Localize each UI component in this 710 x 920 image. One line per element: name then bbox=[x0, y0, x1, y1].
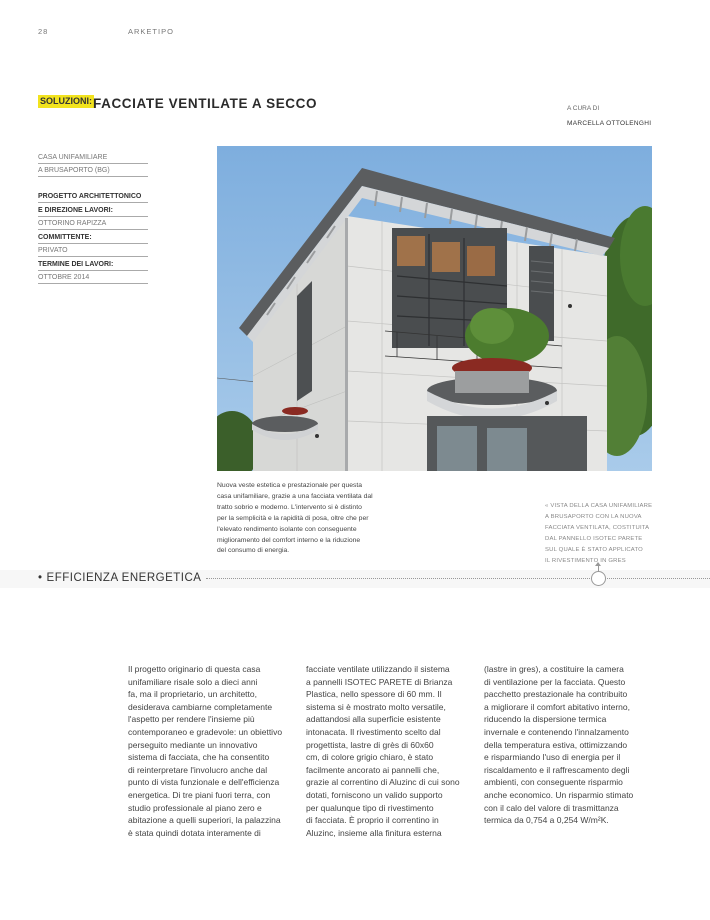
caption-line: casa unifamiliare, grazie a una facciata ventilata dal bbox=[217, 492, 373, 500]
house-facade-photo bbox=[217, 146, 652, 471]
body-line: energetica. Di tre piani fuori terra, con bbox=[128, 789, 271, 800]
body-line: grazie al correntino di Aluzinc di cui sono bbox=[306, 777, 460, 788]
project-info-sidebar bbox=[38, 150, 148, 284]
body-line: perseguito mediante un innovativo bbox=[128, 739, 258, 750]
author-name: MARCELLA OTTOLENGHI bbox=[567, 120, 652, 127]
body-column-3 bbox=[484, 663, 656, 827]
author-label: A CURA DI bbox=[567, 105, 600, 112]
body-line: riducendo la dispersione termica bbox=[484, 714, 607, 725]
caption-line: Nuova veste estetica e prestazionale per questa bbox=[217, 482, 363, 489]
body-line: intonacata. Il rivestimento scelto dal bbox=[306, 726, 441, 737]
body-line: studio professionale al piano zero e bbox=[128, 802, 262, 813]
info-row: COMMITTENTE: bbox=[38, 230, 148, 244]
body-line: adattandosi alla superficie esistente bbox=[306, 714, 441, 725]
author-credit bbox=[567, 101, 651, 131]
body-line: punto di vista funzionale e dell'efficienza bbox=[128, 777, 280, 788]
section-heading bbox=[38, 572, 201, 584]
caption-line: miglioramento del comfort interno e la riduzione bbox=[217, 536, 361, 544]
side-caption-line: FACCIATA VENTILATA, COSTITUITA bbox=[545, 524, 650, 531]
body-line: (lastre in gres), a costituire la camera bbox=[484, 664, 624, 674]
body-line: termica da 0,754 a 0,254 W/m²K. bbox=[484, 815, 609, 826]
body-line: invernale e contenendo l'innalzamento bbox=[484, 726, 629, 737]
body-line: della temperatura estiva, ottimizzando bbox=[484, 739, 628, 750]
body-line: anche economico. Un risparmio stimato bbox=[484, 789, 634, 800]
caption-line: per la semplicità e la rapidità di posa, oltre che per bbox=[217, 514, 369, 522]
body-line: abitazione a quelli superiori, la palazzina bbox=[128, 815, 281, 826]
info-row: OTTOBRE 2014 bbox=[38, 271, 148, 285]
body-line: pacchetto prestazionale ha contribuito bbox=[484, 689, 628, 700]
caption-line: l'elevato rendimento isolante con conseguente bbox=[217, 525, 357, 533]
body-line: a pannelli ISOTEC PARETE di Brianza bbox=[306, 676, 453, 687]
side-caption-line: A BRUSAPORTO CON LA NUOVA bbox=[545, 513, 642, 520]
body-column-2 bbox=[306, 663, 478, 839]
body-line: Il progetto originario di questa casa bbox=[128, 664, 261, 674]
body-line: per qualunque tipo di rivestimento bbox=[306, 802, 434, 813]
caption-line: del consumo di energia. bbox=[217, 547, 290, 555]
body-line: facciate ventilate utilizzando il sistema bbox=[306, 664, 450, 674]
body-line: l'aspetto per rendere l'insieme più bbox=[128, 714, 255, 725]
body-line: con il calo del valore di trasmittanza bbox=[484, 802, 619, 813]
body-line: ambienti, con conseguente risparmio bbox=[484, 777, 623, 788]
side-caption-line: DAL PANNELLO ISOTEC PARETE bbox=[545, 535, 643, 542]
body-line: facilmente ancorato ai pannelli che, bbox=[306, 764, 440, 775]
body-line: di facciata. È proprio il correntino in bbox=[306, 815, 439, 826]
body-line: di reinterpretare l'involucro anche dal bbox=[128, 764, 268, 775]
photo-caption bbox=[217, 481, 399, 557]
side-caption-line: « VISTA DELLA CASA UNIFAMILIARE bbox=[545, 503, 653, 509]
caption-line: tratto sobrio e moderno. L'intervento si è distinto bbox=[217, 503, 362, 511]
section-tag: SOLUZIONI: bbox=[40, 96, 92, 106]
page-title: FACCIATE VENTILATE A SECCO bbox=[93, 96, 318, 111]
photo-side-caption bbox=[545, 501, 667, 566]
caption-pointer-arrow-icon bbox=[595, 562, 601, 566]
side-caption-line: SUL QUALE È STATO APPLICATO bbox=[545, 546, 643, 553]
page-number: 28 bbox=[38, 27, 49, 36]
body-line: è stata quindi dotata interamente di bbox=[128, 827, 261, 838]
side-caption-line: IL RIVESTIMENTO IN GRES bbox=[545, 557, 626, 564]
body-line: sistema di facciata, che ha consentito bbox=[128, 752, 270, 763]
body-line: fa, ma il proprietario, un architetto, bbox=[128, 689, 257, 700]
info-spacer bbox=[38, 177, 148, 190]
body-line: cm, di colore grigio chiaro, è stato bbox=[306, 752, 434, 763]
body-line: e risparmiando l'uso di energia per il bbox=[484, 752, 621, 763]
circle-marker-icon bbox=[591, 571, 606, 586]
info-row: TERMINE DEI LAVORI: bbox=[38, 257, 148, 271]
body-line: desiderava cambiarne completamente bbox=[128, 701, 273, 712]
body-column-1 bbox=[128, 663, 300, 839]
info-row: PROGETTO ARCHITETTONICO bbox=[38, 190, 148, 204]
body-line: Plastica, nello spessore di 60 mm. Il bbox=[306, 689, 442, 700]
info-row: E DIREZIONE LAVORI: bbox=[38, 203, 148, 217]
body-line: sistema si è mostrato molto versatile, bbox=[306, 701, 446, 712]
body-line: di ventilazione per la facciata. Questo bbox=[484, 676, 626, 687]
body-line: unifamiliare risale solo a dieci anni bbox=[128, 676, 258, 687]
info-row: PRIVATO bbox=[38, 244, 148, 258]
magazine-name: ARKETIPO bbox=[128, 27, 174, 36]
info-row: CASA UNIFAMILIARE bbox=[38, 150, 148, 164]
section-heading-text: EFFICIENZA ENERGETICA bbox=[46, 572, 202, 584]
body-line: a migliorare il comfort abitativo interno, bbox=[484, 701, 630, 712]
section-divider bbox=[206, 578, 710, 579]
body-line: contemporaneo e gradevole: un obiettivo bbox=[128, 726, 283, 737]
body-line: progettista, lastre di grès di 60x60 bbox=[306, 739, 434, 750]
body-line: riscaldamento e il raffrescamento degli bbox=[484, 764, 630, 775]
info-row: OTTORINO RAPIZZA bbox=[38, 217, 148, 231]
body-line: Aluzinc, insieme alla finitura esterna bbox=[306, 827, 442, 838]
info-row: A BRUSAPORTO (BG) bbox=[38, 164, 148, 178]
bullet-icon: • bbox=[38, 572, 43, 584]
body-line: dotati, forniscono un valido supporto bbox=[306, 789, 443, 800]
